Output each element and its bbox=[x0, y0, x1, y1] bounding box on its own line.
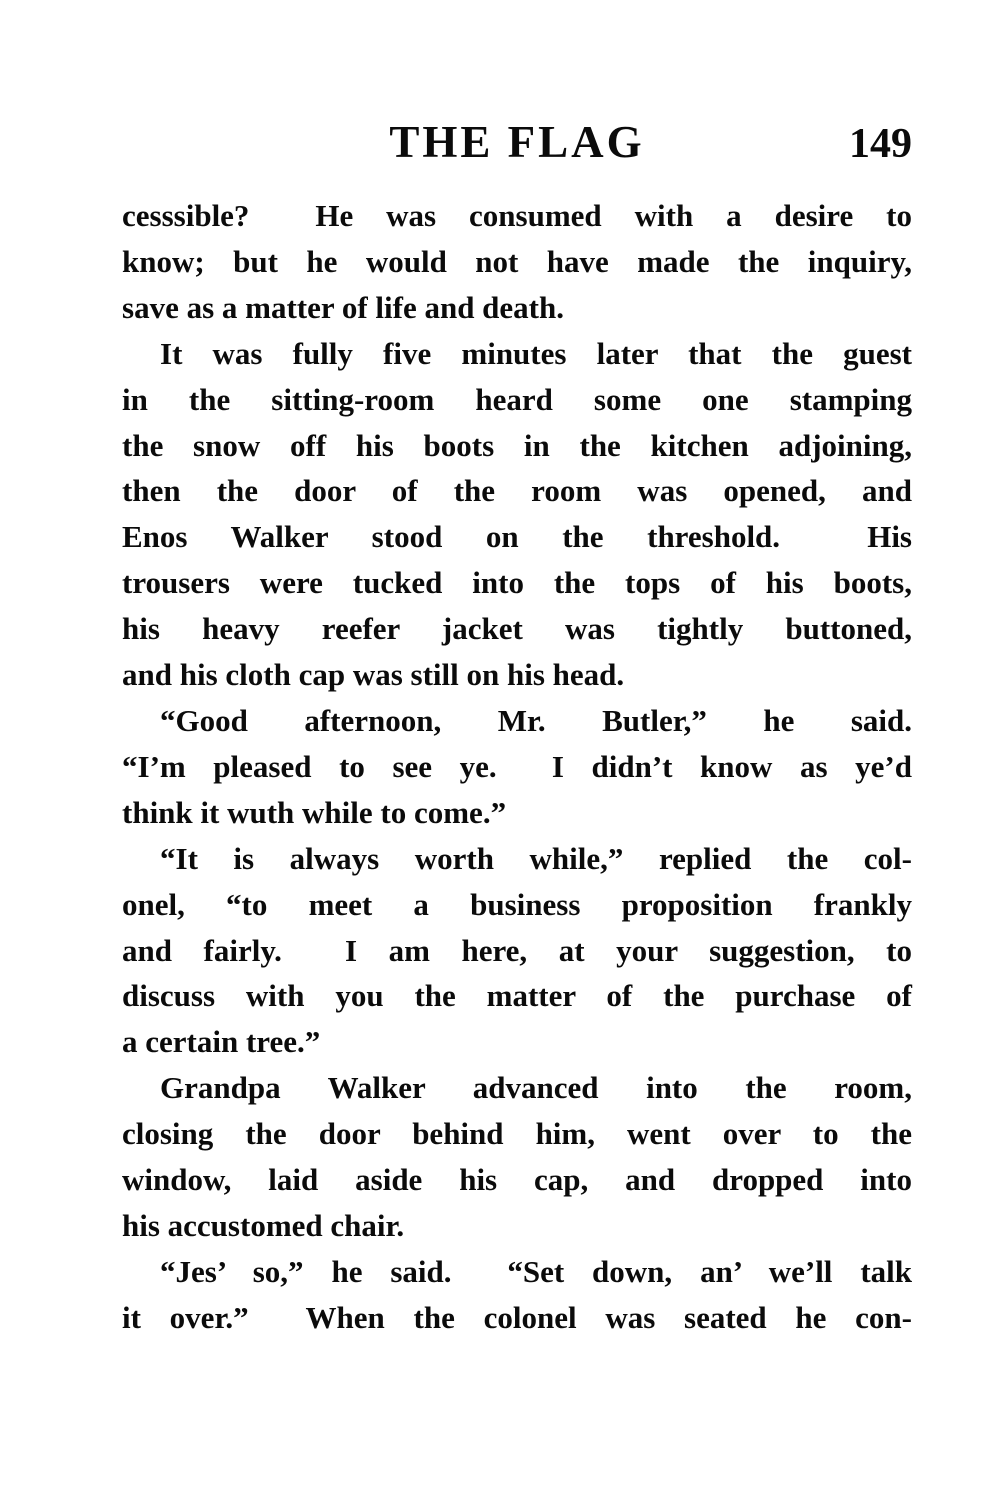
paragraph bbox=[122, 331, 912, 698]
text-line: “Jes’ so,” he said. “Set down, an’ we’ll talk bbox=[160, 1253, 912, 1289]
text-line: trousers were tucked into the tops of his boots, bbox=[122, 565, 912, 601]
paragraph bbox=[122, 1249, 912, 1341]
text-line: in the sitting-room heard some one stamping bbox=[122, 381, 912, 417]
text-line: “I’m pleased to see ye. I didn’t know as ye’d bbox=[122, 748, 912, 784]
text-line: cesssible? He was consumed with a desire to bbox=[122, 198, 912, 233]
body-text bbox=[122, 193, 912, 1341]
text-line: discuss with you the matter of the purchase of bbox=[122, 978, 912, 1014]
text-line: his accustomed chair. bbox=[122, 1207, 405, 1243]
text-line: save as a matter of life and death. bbox=[122, 289, 564, 325]
text-line: Enos Walker stood on the threshold. His bbox=[122, 519, 912, 555]
text-line: and fairly. I am here, at your suggestion, to bbox=[122, 932, 912, 968]
paragraph bbox=[122, 698, 912, 836]
text-line: “It is always worth while,” replied the col- bbox=[160, 840, 912, 876]
paragraph bbox=[122, 193, 912, 331]
text-line: Grandpa Walker advanced into the room, bbox=[160, 1070, 912, 1106]
text-line: a certain tree.” bbox=[122, 1024, 321, 1060]
paragraph bbox=[122, 836, 912, 1066]
text-line: onel, “to meet a business proposition frankly bbox=[122, 886, 912, 922]
running-title: THE FLAG bbox=[389, 117, 645, 167]
text-line: know; but he would not have made the inquiry, bbox=[122, 243, 912, 279]
text-line: closing the door behind him, went over to the bbox=[122, 1116, 912, 1152]
text-line: think it wuth while to come.” bbox=[122, 794, 507, 830]
text-line: and his cloth cap was still on his head. bbox=[122, 657, 625, 693]
text-line: “Good afternoon, Mr. Butler,” he said. bbox=[160, 702, 912, 738]
text-line: window, laid aside his cap, and dropped into bbox=[122, 1162, 912, 1198]
text-line: It was fully five minutes later that the guest bbox=[160, 335, 912, 371]
paragraph bbox=[122, 1065, 912, 1249]
running-header bbox=[122, 116, 912, 168]
text-line: it over.” When the colonel was seated he con- bbox=[122, 1299, 912, 1335]
text-line: then the door of the room was opened, and bbox=[122, 473, 912, 509]
text-line: his heavy reefer jacket was tightly buttoned, bbox=[122, 611, 912, 647]
page-number: 149 bbox=[849, 121, 912, 167]
text-line: the snow off his boots in the kitchen adjoining, bbox=[122, 427, 912, 463]
